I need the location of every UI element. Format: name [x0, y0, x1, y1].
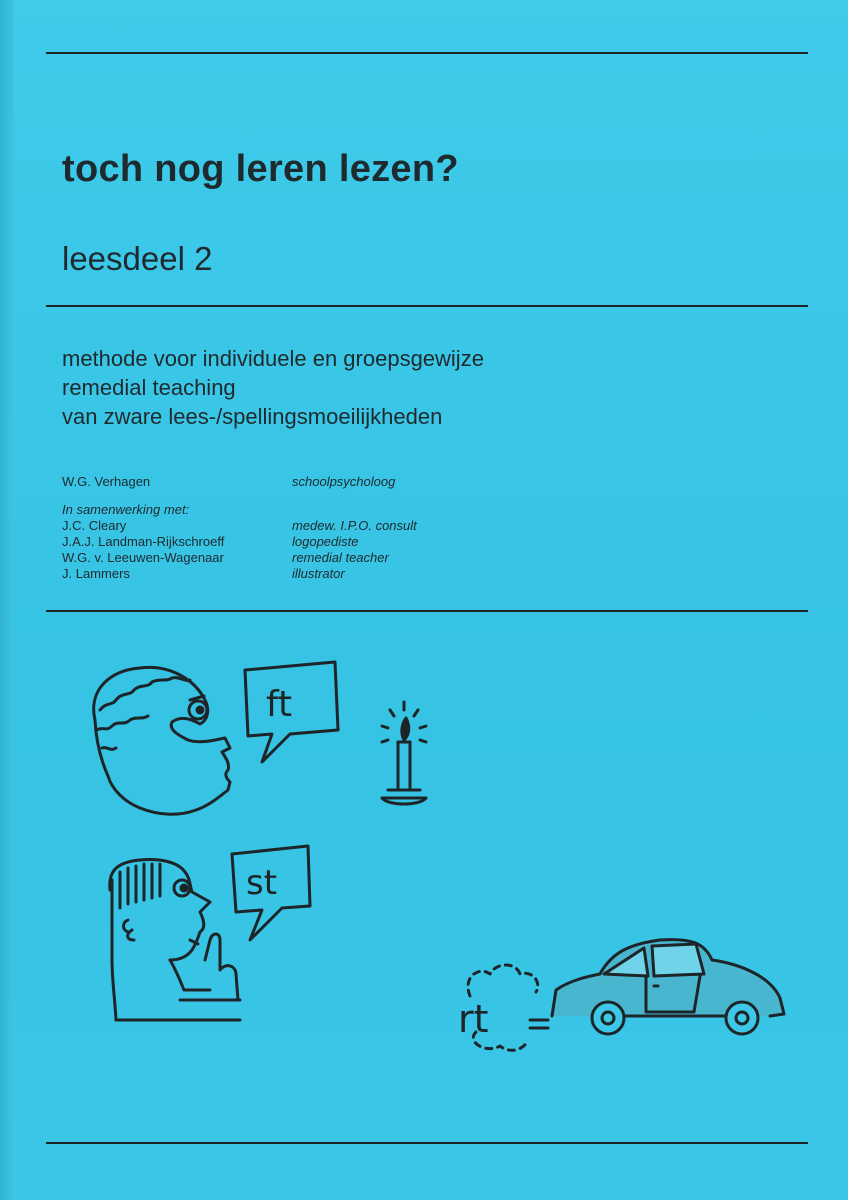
contributor-role: medew. I.P.O. consult — [292, 518, 417, 533]
contributor-row — [62, 566, 482, 582]
car-illustration — [552, 940, 784, 1034]
credits — [62, 474, 482, 582]
curly-head-illustration — [94, 667, 230, 814]
book-subtitle: leesdeel 2 — [62, 240, 213, 277]
exhaust-cloud-illustration — [458, 965, 548, 1050]
title-rule — [46, 305, 808, 307]
contributor-name: W.G. v. Leeuwen-Wagenaar — [62, 550, 224, 565]
bubble-st-text: st — [246, 863, 278, 903]
description-line: van zware lees-/spellingsmoeilijkheden — [62, 404, 443, 429]
contributor-role: logopediste — [292, 534, 359, 549]
exhaust-rt-text: rt — [458, 997, 489, 1041]
candle-icon — [382, 702, 426, 804]
description-line: remedial teaching — [62, 375, 236, 400]
bubble-ft-text: ft — [266, 684, 293, 725]
author-name: W.G. Verhagen — [62, 474, 151, 489]
book-title: toch nog leren lezen? — [62, 148, 459, 190]
book-description — [62, 344, 484, 431]
contributor-name: J.A.J. Landman-Rijkschroeff — [62, 534, 225, 549]
contributor-row — [62, 518, 482, 534]
author-role: schoolpsycholoog — [292, 474, 396, 489]
contributor-name: J.C. Cleary — [62, 518, 127, 533]
cooperation-label: In samenwerking met: — [62, 502, 190, 517]
speech-bubble-st — [232, 846, 310, 940]
contributor-row — [62, 550, 482, 566]
top-rule — [46, 52, 808, 54]
speech-bubble-ft — [245, 662, 338, 762]
contributor-name: J. Lammers — [62, 566, 130, 581]
cover-illustration — [0, 640, 848, 1140]
contributor-row — [62, 534, 482, 550]
contributor-role: illustrator — [292, 566, 345, 581]
bottom-rule — [46, 1142, 808, 1144]
man-head-illustration — [110, 860, 240, 1021]
author-row — [62, 474, 482, 490]
contributor-role: remedial teacher — [292, 550, 389, 565]
credits-rule — [46, 610, 808, 612]
description-line: methode voor individuele en groepsgewijze — [62, 346, 484, 371]
